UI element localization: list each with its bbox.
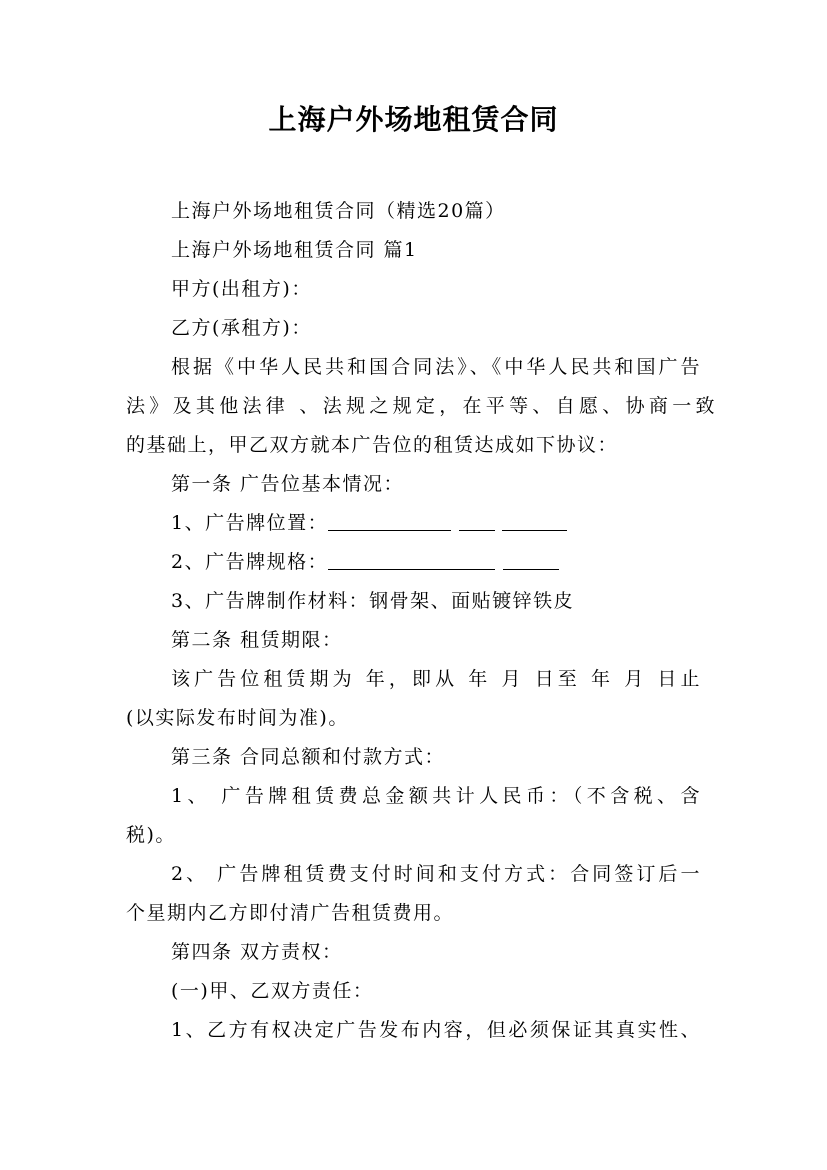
paragraph-line: 2、 广告牌租赁费支付时间和支付方式：合同签订后一 [171,863,701,885]
section-heading: 上海户外场地租赁合同 篇1 [171,239,418,261]
paragraph-line: 该广告位租赁期为 年，即从 年 月 日至 年 月 日止 [171,668,701,690]
paragraph-line: 税)。 [126,824,176,846]
blank-field [502,512,567,531]
party-b-line: 乙方(承租方)： [171,317,312,339]
article-heading: 第三条 合同总额和付款方式： [171,746,446,768]
paragraph-line: 的基础上，甲乙双方就本广告位的租赁达成如下协议： [126,434,619,456]
list-item-label: 2、广告牌规格： [171,551,329,573]
paragraph-line: (以实际发布时间为准)。 [126,707,349,729]
article-heading: 第四条 双方责权： [171,941,343,963]
article-heading: 第二条 租赁期限： [171,629,343,651]
blank-field [503,551,559,570]
party-a-line: 甲方(出租方)： [171,278,312,300]
list-item: 3、广告牌制作材料：钢骨架、面贴镀锌铁皮 [171,590,575,612]
blank-field [328,551,495,570]
paragraph-line: 1、乙方有权决定广告发布内容，但必须保证其真实性、 [171,1019,701,1041]
paragraph-line: 根据《中华人民共和国合同法》、《中华人民共和国广告 [171,356,701,378]
blank-field [328,512,451,531]
paragraph-line: 个星期内乙方即付清广告租赁费用。 [126,902,455,924]
blank-field [459,512,495,531]
list-item [171,549,761,575]
article-heading: 第一条 广告位基本情况： [171,473,405,495]
paragraph-line: 法》及其他法律 、法规之规定，在平等、自愿、协商一致 [126,395,716,417]
list-item-label: 1、广告牌位置： [171,512,329,534]
subtitle-line: 上海户外场地租赁合同（精选20篇） [171,200,506,222]
document-title: 上海户外场地租赁合同 [268,103,559,136]
list-item [171,510,761,536]
sub-heading: (一)甲、乙双方责任： [171,980,374,1002]
paragraph-line: 1、 广告牌租赁费总金额共计人民币：（不含税、含 [171,785,701,807]
